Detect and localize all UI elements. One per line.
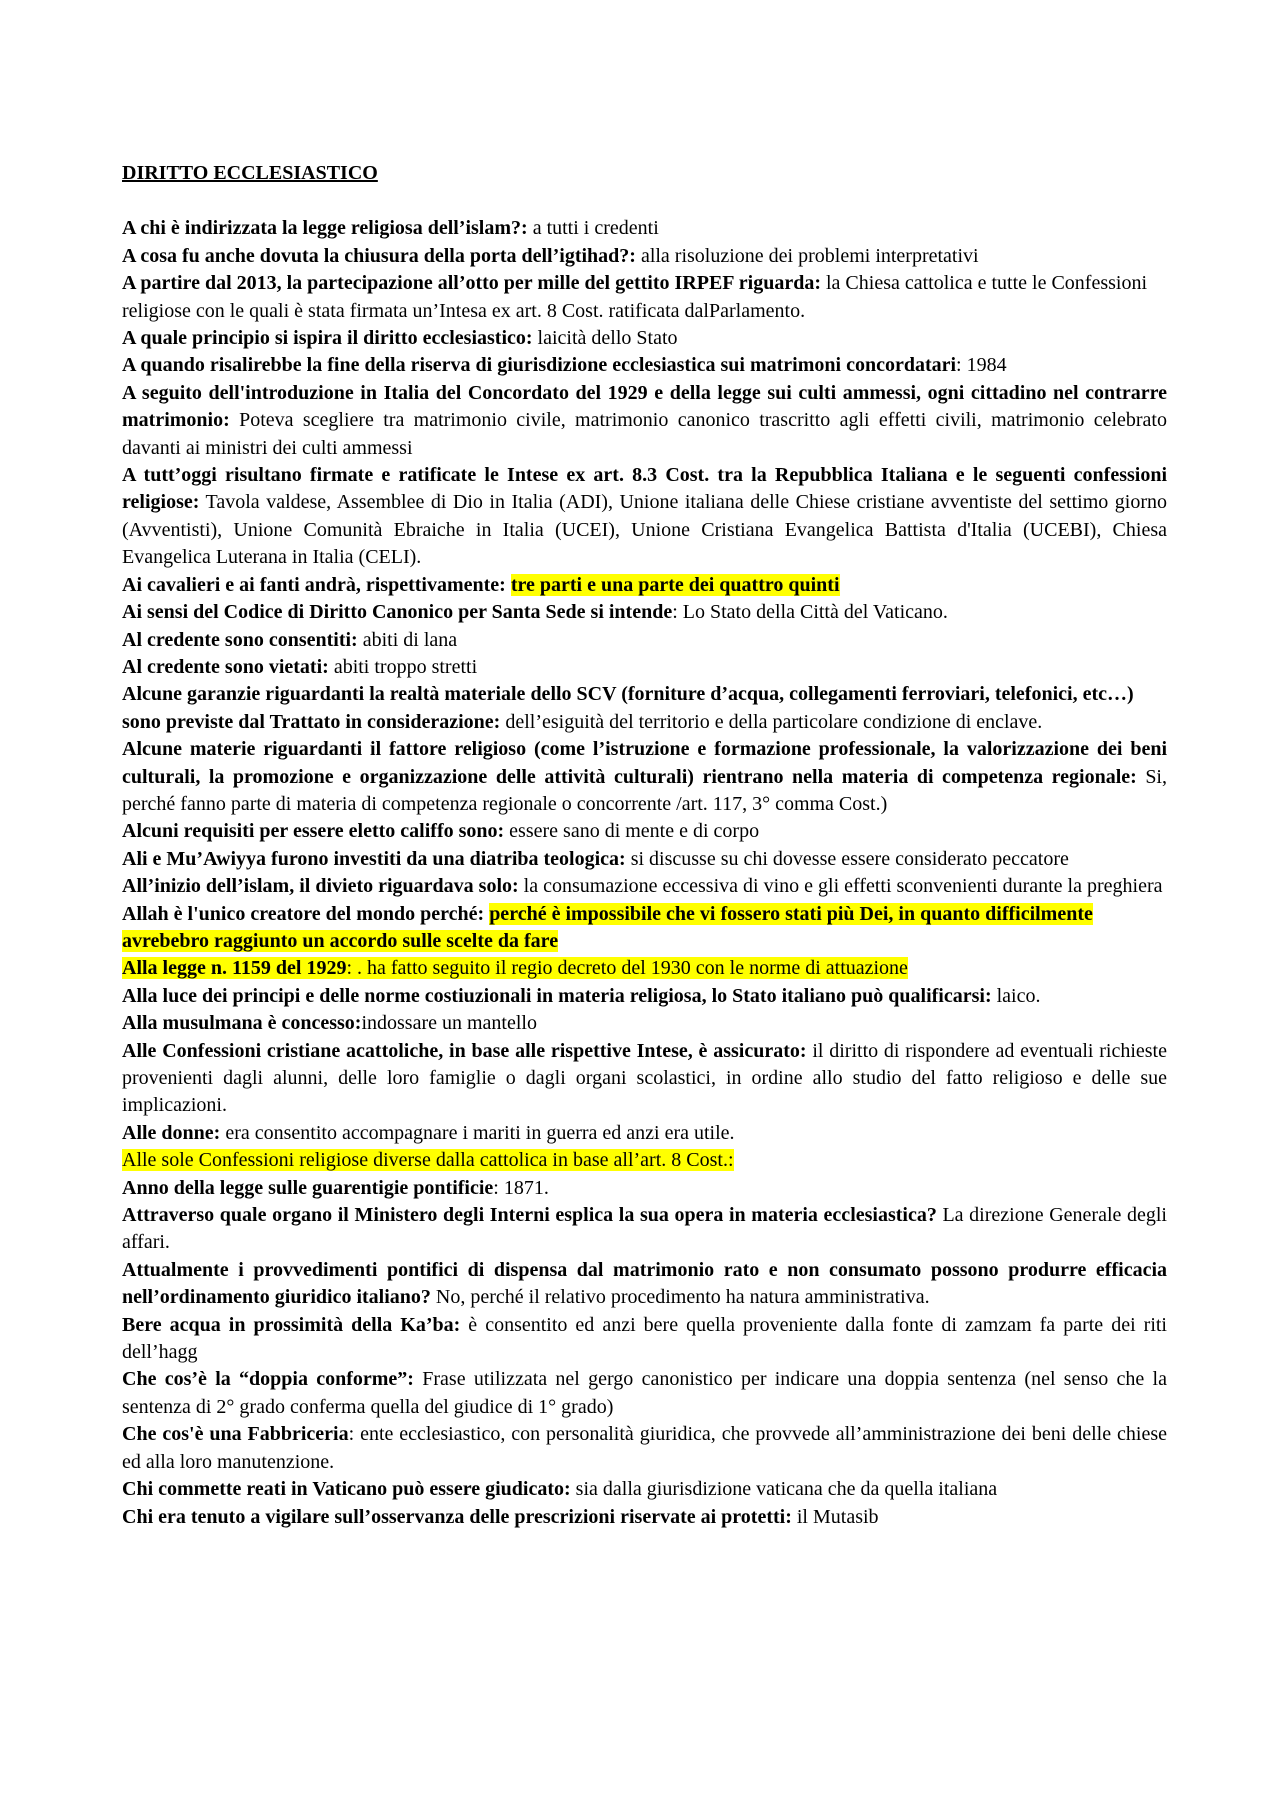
entry-question: Attraverso quale organo il Ministero degli Interni esplica la sua opera in materia ecclesiastica? [122, 1204, 937, 1227]
entry [122, 325, 1167, 352]
entry [122, 1366, 1167, 1421]
entry-question: Allah è l'unico creatore del mondo perché: [122, 902, 485, 925]
entry-answer: abiti di lana [357, 628, 458, 651]
entry-answer: si discusse su chi dovesse essere considerato peccatore [625, 847, 1069, 870]
entry [122, 1120, 1167, 1147]
entry [122, 1257, 1167, 1312]
entry [122, 901, 1167, 956]
entry-question: Alcune materie riguardanti il fattore religioso (come l’istruzione e formazione professionale, la valorizzazione dei beni culturali, la promozione e organizzazione delle attività culturali) rientrano nella materia di competenza regionale: [122, 738, 1167, 788]
entry-answer: Frase utilizzata nel gergo canonistico per indicare una doppia sentenza (nel senso che la sentenza di 2° grado conferma quella del giudice di 1° grado) [122, 1368, 1167, 1418]
entry [122, 627, 1167, 654]
entry-answer: Si, perché fanno parte di materia di competenza regionale o concorrente /art. 117, 3° comma Cost.) [122, 765, 1167, 815]
entry-answer: indossare un mantello [361, 1012, 537, 1035]
entry-question: Alla luce dei principi e delle norme costiuzionali in materia religiosa, lo Stato italiano può qualificarsi: [122, 984, 992, 1007]
entry-answer: : 1871. [493, 1176, 549, 1199]
entry-answer: sia dalla giurisdizione vaticana che da quella italiana [570, 1478, 998, 1501]
entry [122, 654, 1167, 681]
entry-answer: il Mutasib [791, 1505, 879, 1528]
entry-answer: No, perché il relativo procedimento ha natura amministrativa. [430, 1286, 930, 1309]
entry [122, 955, 1167, 982]
entry-question: Chi era tenuto a vigilare sull’osservanza delle prescrizioni riservate ai protetti: [122, 1505, 792, 1528]
entry-question: A partire dal 2013, la partecipazione all’otto per mille del gettito IRPEF riguarda: [122, 272, 821, 295]
entry-answer: la consumazione eccessiva di vino e gli effetti sconvenienti durante la preghiera [518, 875, 1163, 898]
entry-question: A quale principio si ispira il diritto ecclesiastico: [122, 327, 533, 350]
entry-answer: il diritto di rispondere ad eventuali richieste provenienti dagli alunni, delle loro famiglie o dagli organi scolastici, in ordine allo studio del fatto religioso e delle sue implicazioni. [122, 1039, 1167, 1117]
entry-question: Alla musulmana è concesso: [122, 1012, 362, 1035]
entry-question: A chi è indirizzata la legge religiosa dell’islam?: [122, 217, 528, 240]
entry [122, 681, 1167, 736]
entry-answer-highlighted: tre parti e una parte dei quattro quinti [510, 573, 840, 596]
entry [122, 1175, 1167, 1202]
entry-question: Anno della legge sulle guarentigie pontificie [122, 1176, 494, 1199]
entry [122, 215, 1167, 242]
entry [122, 1476, 1167, 1503]
entry-question: Alcuni requisiti per essere eletto califfo sono: [122, 820, 505, 843]
entry-question: A quando risalirebbe la fine della riserva di giurisdizione ecclesiastica sui matrimoni concordatari [122, 354, 957, 377]
entry-question: Al credente sono vietati: [122, 655, 329, 678]
entry [122, 380, 1167, 462]
entry [122, 270, 1167, 325]
entry [122, 572, 1167, 599]
entry-answer: la Chiesa cattolica e tutte le Confessioni religiose con le quali è stata firmata un’Intesa ex art. 8 Cost. ratificata dalParlamento. [122, 272, 1147, 322]
entry-question-highlighted: Alla legge n. 1159 del 1929 [122, 957, 347, 980]
entry-answer: alla risoluzione dei problemi interpretativi [635, 244, 979, 267]
entry [122, 1202, 1167, 1257]
entry-question: A cosa fu anche dovuta la chiusura della porta dell’igtihad?: [122, 244, 636, 267]
entry [122, 1010, 1167, 1037]
entry [122, 1504, 1167, 1531]
entry-question: Bere acqua in prossimità della Ka’ba: [122, 1313, 461, 1336]
entry [122, 462, 1167, 572]
entry-answer: laicità dello Stato [532, 327, 678, 350]
entry-answer: La direzione Generale degli affari. [122, 1204, 1167, 1254]
entry-question: Ai cavalieri e ai fanti andrà, rispettivamente: [122, 573, 506, 596]
entry-question-highlighted: Alle sole Confessioni religiose diverse dalla cattolica in base all’art. 8 Cost.: [122, 1149, 734, 1172]
entry-question: A tutt’oggi risultano firmate e ratificate le Intese ex art. 8.3 Cost. tra la Repubblica Italiana e le seguenti confessioni religiose: [122, 464, 1167, 514]
entry [122, 1312, 1167, 1367]
entry-answer-highlighted: perché è impossibile che vi fossero stati più Dei, in quanto difficilmente avrebebro raggiunto un accordo sulle scelte da fare [122, 902, 1093, 952]
entry-question: Alle donne: [122, 1121, 221, 1144]
document-title: DIRITTO ECCLESIASTICO [122, 162, 378, 184]
entry-question: A seguito dell'introduzione in Italia del Concordato del 1929 e della legge sui culti ammessi, ogni cittadino nel contrarre matrimonio: [122, 381, 1167, 432]
entry-answer: : ente ecclesiastico, con personalità giuridica, che provvede all’amministrazione dei beni delle chiese ed alla loro manutenzione. [122, 1423, 1167, 1473]
entry-answer: essere sano di mente e di corpo [504, 820, 760, 843]
entry [122, 1147, 1167, 1174]
entry-answer: : 1984 [956, 354, 1007, 377]
entry-question: Attualmente i provvedimenti pontifici di dispensa dal matrimonio rato e non consumato possono produrre efficacia nell’ordinamento giuridico italiano? [122, 1258, 1167, 1309]
entry-answer: era consentito accompagnare i mariti in guerra ed anzi era utile. [220, 1121, 735, 1144]
entry [122, 846, 1167, 873]
entry [122, 1038, 1167, 1120]
entry [122, 983, 1167, 1010]
document-page [122, 160, 1167, 1531]
entry-question: Alle Confessioni cristiane acattoliche, in base alle rispettive Intese, è assicurato: [122, 1039, 807, 1062]
entry-question: Ali e Mu’Awiyya furono investiti da una diatriba teologica: [122, 847, 626, 870]
entry [122, 873, 1167, 900]
entry [122, 243, 1167, 270]
entry-question: Chi commette reati in Vaticano può essere giudicato: [122, 1478, 571, 1501]
entry-question: Al credente sono consentiti: [122, 628, 358, 651]
entry-answer: abiti troppo stretti [328, 655, 478, 678]
entry [122, 352, 1167, 379]
entry [122, 736, 1167, 818]
entry-question: All’inizio dell’islam, il divieto riguardava solo: [122, 875, 519, 898]
entry-answer: a tutti i credenti [527, 217, 659, 240]
entry [122, 599, 1167, 626]
entry-answer-highlighted: : . ha fatto seguito il regio decreto del 1930 con le norme di attuazione [346, 957, 908, 980]
entry-answer: Tavola valdese, Assemblee di Dio in Italia (ADI), Unione italiana delle Chiese cristiane avventiste del settimo giorno (Avventisti), Unione Comunità Ebraiche in Italia (UCEI), Unione Cristiana Evangelica Battista d'Italia (UCEBI), Chiesa Evangelica Luterana in Italia (CELI). [122, 491, 1167, 569]
entry [122, 818, 1167, 845]
entry-answer: dell’esiguità del territorio e della particolare condizione di enclave. [500, 710, 1043, 733]
entry-answer: : Lo Stato della Città del Vaticano. [672, 601, 948, 624]
entry [122, 1421, 1167, 1476]
entry-question: Che cos'è una Fabbriceria [122, 1423, 349, 1446]
entry-question: Ai sensi del Codice di Diritto Canonico per Santa Sede si intende [122, 601, 673, 624]
entry-answer: laico. [991, 984, 1041, 1007]
entry-answer: Poteva scegliere tra matrimonio civile, matrimonio canonico trascritto agli effetti civili, matrimonio celebrato davanti ai ministri dei culti ammessi [122, 409, 1167, 459]
entry-question: Alcune garanzie riguardanti la realtà materiale dello SCV (forniture d’acqua, collegamenti ferroviari, telefonici, etc…) sono previste dal Trattato in considerazione: [122, 683, 1134, 733]
entry-answer: è consentito ed anzi bere quella proveniente dalla fonte di zamzam fa parte dei riti dell’hagg [122, 1313, 1167, 1364]
entry-question: Che cos’è la “doppia conforme”: [122, 1368, 414, 1391]
